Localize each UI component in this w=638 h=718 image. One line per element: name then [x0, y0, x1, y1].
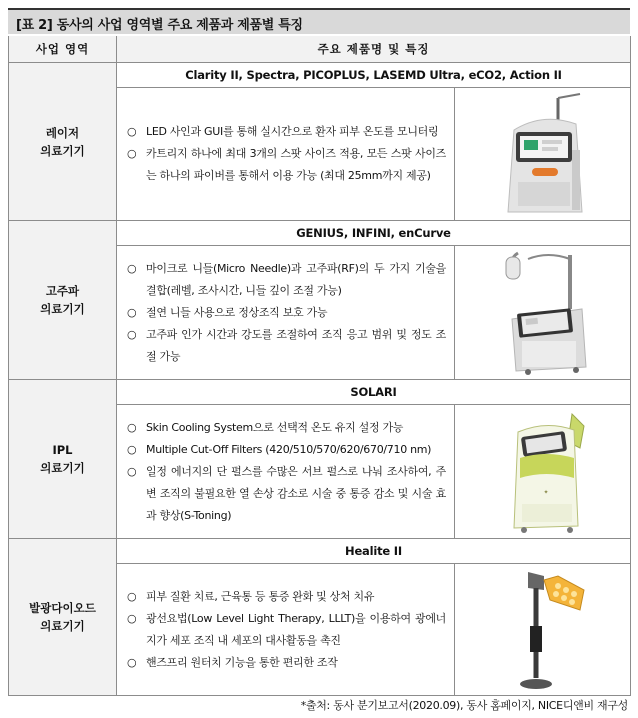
- category-cell: [9, 380, 117, 539]
- product-names: Clarity II, Spectra, PICOPLUS, LASEMD Ultra, eCO2, Action II: [117, 63, 631, 88]
- source-footnote: *출처: 동사 분기보고서(2020.09), 동사 홈페이지, NICE디앤비 재구성: [300, 699, 628, 712]
- description-cell: [117, 246, 455, 380]
- header-segment: 사업 영역: [9, 36, 117, 63]
- category-label-line1: 고주파: [45, 284, 80, 298]
- product-names: GENIUS, INFINI, enCurve: [117, 221, 631, 246]
- description-cell: [117, 564, 455, 696]
- product-table: [8, 36, 631, 696]
- bullet-item: ○ Skin Cooling System으로 선택적 온도 유지 설정 가능: [127, 417, 446, 439]
- description-cell: [117, 88, 455, 221]
- svg-text:✦: ✦: [542, 488, 549, 496]
- bullet-item: ○ 마이크로 니들(Micro Needle)과 고주파(RF)의 두 가지 기술을 결합(레벨, 조사시간, 니들 깊이 조절 가능): [127, 258, 446, 302]
- table-row: [9, 63, 631, 88]
- category-label-line1: 레이저: [45, 125, 80, 140]
- bullet-item: ○ 핸즈프리 원터치 기능을 통한 편리한 조작: [127, 652, 446, 674]
- bullet-item: ○ LED 사인과 GUI를 통해 실시간으로 환자 피부 온도를 모니터링: [127, 121, 446, 143]
- product-image-cell: [455, 88, 631, 221]
- category-label-line2: 의료기기: [40, 143, 85, 158]
- category-cell: [9, 221, 117, 380]
- product-image-cell: [455, 405, 631, 539]
- bullet-item: ○ 카트리지 하나에 최대 3개의 스팟 사이즈 적용, 모든 스팟 사이즈는 하나의 파이버를 통해서 이용 가능 (최대 25mm까지 제공): [127, 143, 446, 187]
- rf-device-image: [488, 249, 598, 377]
- category-label-line2: 의료기기: [40, 619, 85, 633]
- led-device-image: [488, 566, 598, 694]
- header-row: [9, 36, 631, 63]
- category-cell: [9, 539, 117, 696]
- bullet-item: ○ 고주파 인가 시간과 강도를 조절하여 조직 응고 범위 및 정도 조절 가능: [127, 324, 446, 368]
- product-image-cell: [455, 564, 631, 696]
- table-row: [9, 539, 631, 564]
- bullet-item: ○ 절연 니들 사용으로 정상조직 보호 가능: [127, 302, 446, 324]
- ipl-device-image: [488, 408, 598, 536]
- bullet-item: ○ 피부 질환 치료, 근육통 등 통증 완화 및 상처 치유: [127, 586, 446, 608]
- laser-device-image: [488, 90, 598, 218]
- product-names: Healite II: [117, 539, 631, 564]
- header-products: 주요 제품명 및 특징: [117, 36, 631, 63]
- table-title-bar: [8, 8, 630, 34]
- description-cell: [117, 405, 455, 539]
- table-title: [표 2] 동사의 사업 영역별 주요 제품과 제품별 특징: [16, 18, 303, 33]
- table-row: [9, 221, 631, 246]
- category-label-line2: 의료기기: [40, 461, 85, 475]
- bullet-item: ○ 일정 에너지의 단 펄스를 수많은 서브 펄스로 나눠 조사하여, 주변 조직의 불필요한 열 손상 감소로 시술 중 통증 감소 및 시술 효과 향상(S-Toning): [127, 461, 446, 527]
- category-label-line1: IPL: [52, 443, 73, 457]
- bullet-item: ○ Multiple Cut-Off Filters (420/510/570/620/670/710 nm): [127, 439, 446, 461]
- product-names: SOLARI: [117, 380, 631, 405]
- table-row: [9, 380, 631, 405]
- product-image-cell: [455, 246, 631, 380]
- category-label-line2: 의료기기: [40, 302, 85, 316]
- bullet-item: ○ 광선요법(Low Level Light Therapy, LLLT)을 이용하여 광에너지가 세포 조직 내 세포의 대사활동을 촉진: [127, 608, 446, 652]
- category-cell: [9, 63, 117, 221]
- category-label-line1: 발광다이오드: [29, 601, 96, 615]
